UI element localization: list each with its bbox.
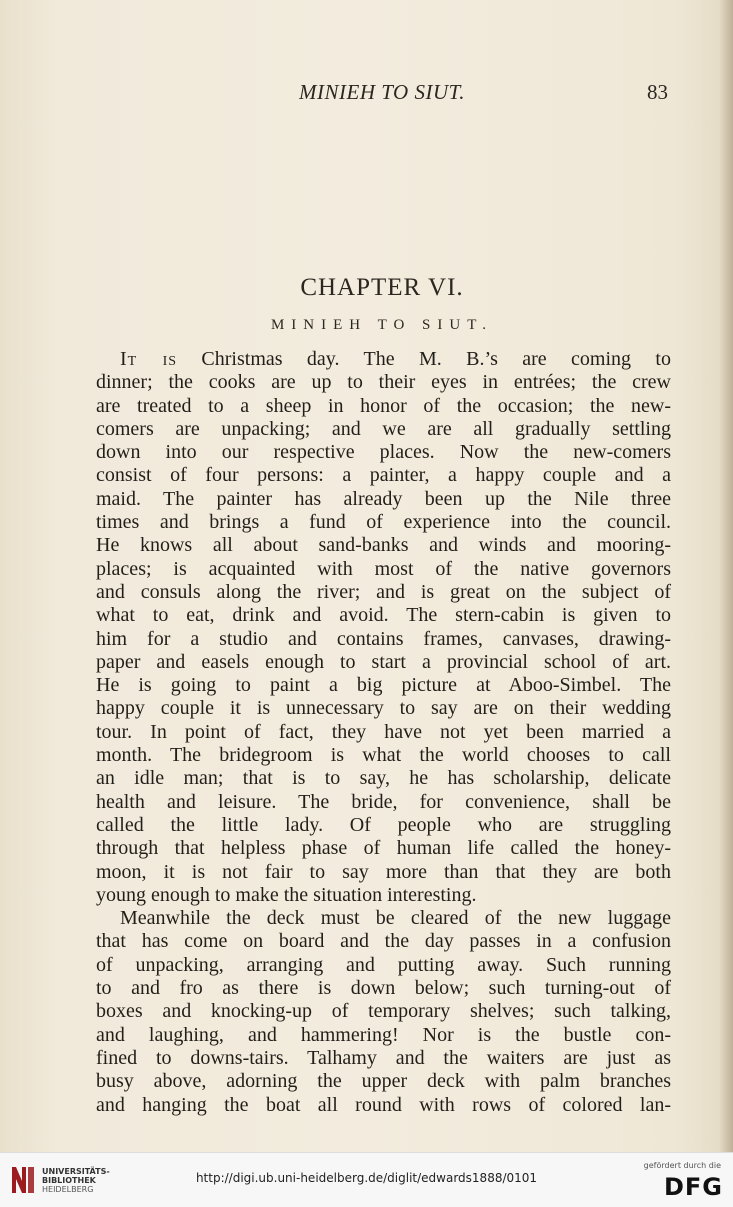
text-line: paper and easels enough to start a provincial school of art.	[96, 650, 671, 673]
library-name-line2: BIBLIOTHEK	[42, 1176, 96, 1185]
text-line: consist of four persons: a painter, a happy couple and a	[96, 464, 671, 487]
body-text	[96, 348, 671, 1117]
text-line: fined to downs-tairs. Talhamy and the waiters are just as	[96, 1046, 671, 1069]
text-line: month. The bridegroom is what the world chooses to call	[96, 744, 671, 767]
text-line: what to eat, drink and avoid. The stern-cabin is given to	[96, 604, 671, 627]
text-line: He is going to paint a big picture at Aboo-Simbel. The	[96, 674, 671, 697]
text-line: tour. In point of fact, they have not yet been married a	[96, 720, 671, 743]
text-line: that has come on board and the day passes in a confusion	[96, 930, 671, 953]
text-line: young enough to make the situation interesting.	[96, 883, 477, 906]
page-number: 83	[647, 80, 668, 104]
viewer-footer	[0, 1152, 733, 1207]
text-line: through that helpless phase of human life called the honey-	[96, 837, 671, 860]
text-line: busy above, adorning the upper deck with palm branches	[96, 1070, 671, 1093]
dfg-logo: DFG	[663, 1173, 723, 1201]
text-line: moon, it is not fair to say more than that they are both	[96, 860, 671, 883]
text-line: boxes and knocking-up of temporary shelves; such talking,	[96, 1000, 671, 1023]
permalink-url[interactable]: http://digi.ub.uni-heidelberg.de/diglit/edwards1888/0101	[195, 1171, 538, 1185]
running-title: MINIEH TO SIUT.	[299, 80, 465, 104]
text-line: He knows all about sand-banks and winds and mooring-	[96, 534, 671, 557]
text-line: comers are unpacking; and we are all gradually settling	[96, 417, 671, 440]
library-name-line1: UNIVERSITÄTS-	[42, 1167, 110, 1176]
opening-words: It is	[120, 348, 178, 370]
text-line: are treated to a sheep in honor of the occasion; the new-	[96, 394, 671, 417]
text-line: down into our respective places. Now the new-comers	[96, 441, 671, 464]
text-line: dinner; the cooks are up to their eyes in entrées; the crew	[96, 371, 671, 394]
text-line-content: Christmas day. The M. B.’s are coming to	[177, 348, 671, 370]
text-line: to and fro as there is down below; such turning-out of	[96, 977, 671, 1000]
text-line: health and leisure. The bride, for convenience, shall be	[96, 790, 671, 813]
text-line: him for a studio and contains frames, canvases, drawing-	[96, 627, 671, 650]
text-line	[96, 348, 671, 371]
running-head	[96, 80, 668, 110]
chapter-title: CHAPTER VI.	[300, 274, 464, 301]
text-line: and laughing, and hammering! Nor is the bustle con-	[96, 1023, 671, 1046]
text-line: of unpacking, arranging and putting away. Such running	[96, 953, 671, 976]
text-line: places; is acquainted with most of the native governors	[96, 557, 671, 580]
text-line: Meanwhile the deck must be cleared of the new luggage	[120, 907, 671, 930]
text-line: and consuls along the river; and is great on the subject of	[96, 580, 671, 603]
funder-caption: gefördert durch die	[643, 1161, 721, 1170]
chapter-subtitle: MINIEH TO SIUT.	[270, 317, 494, 333]
text-line: called the little lady. Of people who are struggling	[96, 813, 671, 836]
text-line: and hanging the boat all round with rows of colored lan-	[96, 1093, 671, 1116]
text-line: times and brings a fund of experience into the council.	[96, 511, 671, 534]
text-line: maid. The painter has already been up the Nile three	[96, 487, 671, 510]
text-line: happy couple it is unnecessary to say are on their wedding	[96, 697, 671, 720]
library-city: HEIDELBERG	[42, 1185, 94, 1194]
text-line: an idle man; that is to say, he has scholarship, delicate	[96, 767, 671, 790]
